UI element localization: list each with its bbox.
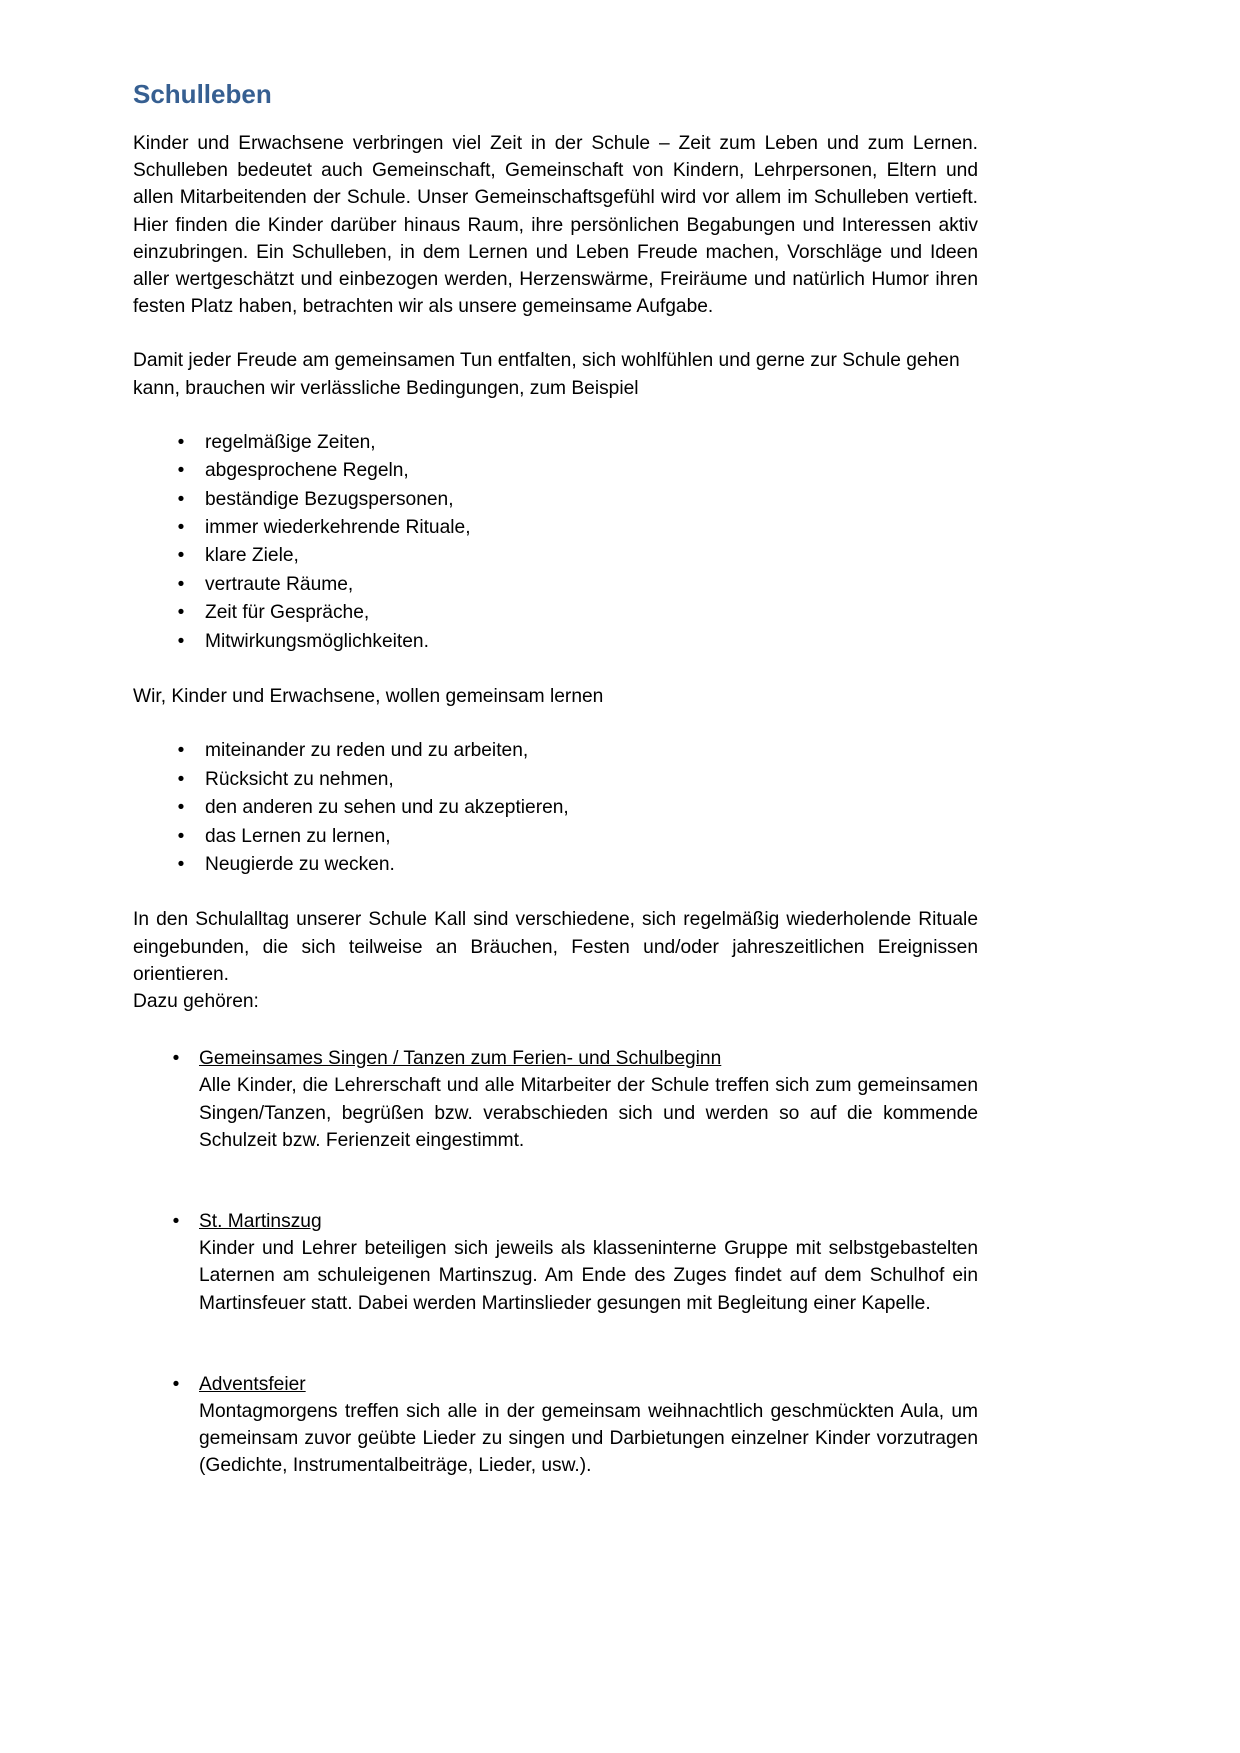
list-item-text: Rücksicht zu nehmen, <box>205 768 394 790</box>
list-item <box>133 599 978 627</box>
ritual-item <box>133 1208 978 1317</box>
list-item <box>133 571 978 599</box>
bullet-icon: • <box>177 768 185 790</box>
list-item <box>133 851 978 879</box>
spacer <box>133 320 978 347</box>
learning-goals-list <box>133 737 978 879</box>
ritual-item <box>133 1045 978 1154</box>
bullet-icon: • <box>172 1373 180 1395</box>
document-page <box>133 78 978 1480</box>
bullet-icon: • <box>177 797 185 819</box>
list-item <box>133 823 978 851</box>
conditions-intro: Damit jeder Freude am gemeinsamen Tun entfalten, sich wohlfühlen und gerne zur Schule gehen kann, brauchen wir verlässliche Bedingungen, zum Beispiel <box>133 350 960 399</box>
list-item-text: Mitwirkungsmöglichkeiten. <box>205 630 429 652</box>
ritual-item <box>133 1371 978 1480</box>
bullet-icon: • <box>177 488 185 510</box>
list-item-text: immer wiederkehrende Rituale, <box>205 517 471 539</box>
ritual-title: Adventsfeier <box>199 1373 306 1395</box>
bullet-icon: • <box>177 517 185 539</box>
list-item-text: Neugierde zu wecken. <box>205 853 395 875</box>
bullet-icon: • <box>177 630 185 652</box>
list-item-text: regelmäßige Zeiten, <box>205 431 376 453</box>
bullet-icon: • <box>172 1048 180 1070</box>
bullet-icon: • <box>177 573 185 595</box>
bullet-icon: • <box>177 740 185 762</box>
list-item-text: miteinander zu reden und zu arbeiten, <box>205 740 529 762</box>
ritual-title: St. Martinszug <box>199 1210 322 1232</box>
bullet-icon: • <box>172 1210 180 1232</box>
list-item <box>133 628 978 656</box>
spacer <box>133 402 978 429</box>
list-item-text: den anderen zu sehen und zu akzeptieren, <box>205 797 569 819</box>
ritual-description: Montagmorgens treffen sich alle in der gemeinsam weihnachtlich geschmückten Aula, um gemeinsam zuvor geübte Lieder zu singen und Darbietungen einzelner Kinder vorzutragen (Gedichte, Instrumentalbeiträge, Lieder, usw.). <box>199 1400 978 1477</box>
ritual-title: Gemeinsames Singen / Tanzen zum Ferien- und Schulbeginn <box>199 1048 722 1070</box>
list-item <box>133 794 978 822</box>
list-item-text: abgesprochene Regeln, <box>205 460 409 482</box>
list-item <box>133 486 978 514</box>
list-item-text: vertraute Räume, <box>205 573 354 595</box>
list-item <box>133 429 978 457</box>
list-item <box>133 457 978 485</box>
spacer <box>133 879 978 906</box>
rituals-intro: In den Schulalltag unserer Schule Kall sind verschiedene, sich regelmäßig wiederholende Rituale eingebunden, die sich teilweise an Bräuchen, Festen und/oder jahreszeitlichen Ereignissen orientieren. <box>133 909 978 985</box>
learning-intro: Wir, Kinder und Erwachsene, wollen gemeinsam lernen <box>133 686 604 708</box>
intro-paragraph: Kinder und Erwachsene verbringen viel Zeit in der Schule – Zeit zum Leben und zum Lernen. Schulleben bedeutet auch Gemeinschaft, Gemeinschaft von Kindern, Lehrpersonen, Eltern und allen Mitarbeitenden der Schule. Unser Gemeinschaftsgefühl wird vor allem im Schulleben vertieft. Hier finden die Kinder darüber hinaus Raum, ihre persönlichen Begabungen und Interessen aktiv einzubringen. Ein Schulleben, in dem Lernen und Leben Freude machen, Vorschläge und Ideen aller wertgeschätzt und einbezogen werden, Herzenswärme, Freiräume und natürlich Humor ihren festen Platz haben, betrachten wir als unsere gemeinsame Aufgabe. <box>133 133 978 318</box>
list-item <box>133 542 978 570</box>
spacer <box>133 656 978 683</box>
conditions-list <box>133 429 978 656</box>
ritual-description: Alle Kinder, die Lehrerschaft und alle Mitarbeiter der Schule treffen sich zum gemeinsamen Singen/Tanzen, begrüßen bzw. verabschieden sich und werden so auf die kommende Schulzeit bzw. Ferienzeit eingestimmt. <box>199 1075 978 1151</box>
list-item-text: das Lernen zu lernen, <box>205 825 391 847</box>
list-item <box>133 514 978 542</box>
bullet-icon: • <box>177 825 185 847</box>
rituals-lead: Dazu gehören: <box>133 990 259 1012</box>
list-item-text: klare Ziele, <box>205 545 299 567</box>
page-title: Schulleben <box>133 79 272 109</box>
bullet-icon: • <box>177 545 185 567</box>
bullet-icon: • <box>177 853 185 875</box>
list-item-text: Zeit für Gespräche, <box>205 602 370 624</box>
spacer <box>133 710 978 737</box>
bullet-icon: • <box>177 431 185 453</box>
bullet-icon: • <box>177 460 185 482</box>
list-item <box>133 737 978 765</box>
ritual-description: Kinder und Lehrer beteiligen sich jeweils als klasseninterne Gruppe mit selbstgebastelten Laternen am schuleigenen Martinszug. Am Ende des Zuges findet auf dem Schulhof ein Martinsfeuer statt. Dabei werden Martinslieder gesungen mit Begleitung einer Kapelle. <box>199 1238 978 1314</box>
spacer <box>133 1015 978 1045</box>
bullet-icon: • <box>177 602 185 624</box>
list-item-text: beständige Bezugspersonen, <box>205 488 454 510</box>
rituals-list <box>133 1045 978 1479</box>
list-item <box>133 766 978 794</box>
